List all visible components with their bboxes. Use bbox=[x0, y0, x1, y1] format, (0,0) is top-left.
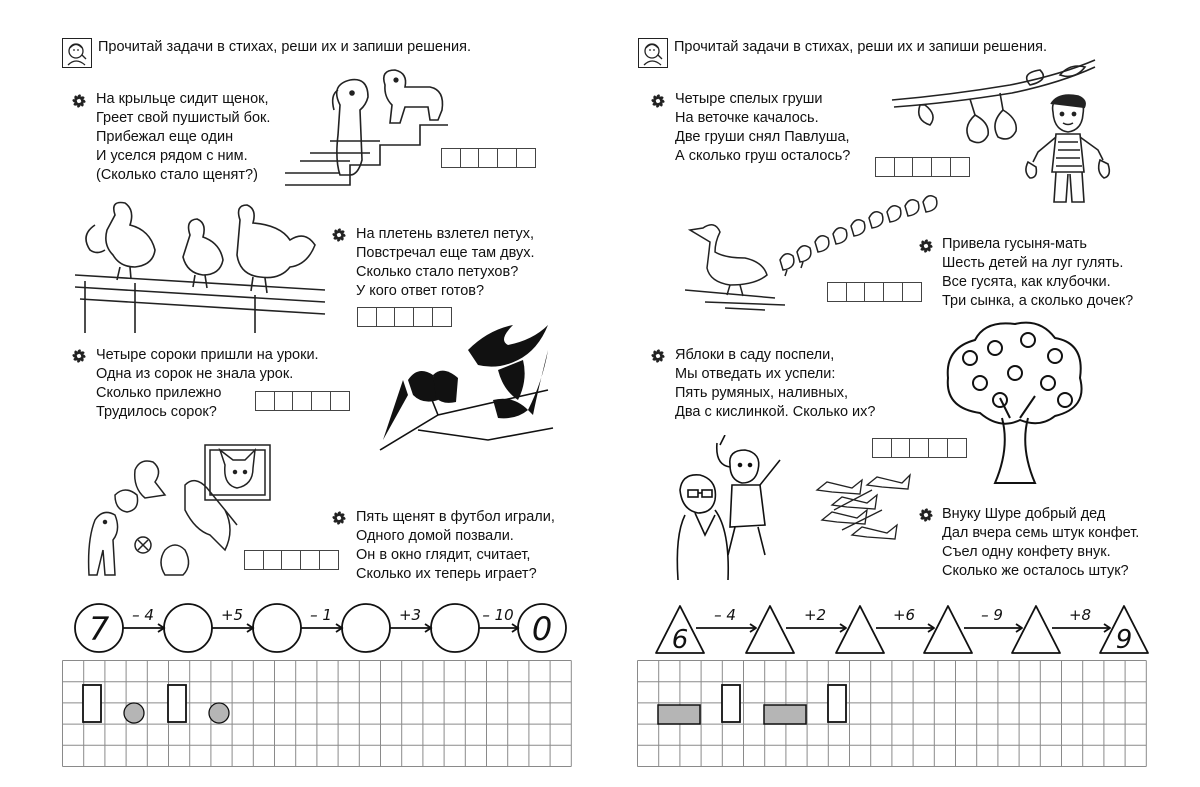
poem-line: Одна из сорок не знала урок. bbox=[96, 366, 294, 382]
poem-line: Привела гусыня-мать bbox=[942, 236, 1087, 252]
poem-line: Повстречал еще там двух. bbox=[356, 245, 535, 261]
poem-line: Сколько же осталось штук? bbox=[942, 563, 1129, 579]
poem-line: Он в окно глядит, считает, bbox=[356, 547, 531, 563]
poem-football bbox=[356, 508, 555, 584]
poem-line: Прибежал еще один bbox=[96, 129, 234, 145]
answer-box[interactable] bbox=[244, 550, 338, 570]
answer-box[interactable] bbox=[255, 391, 349, 411]
chain-operation: +6 bbox=[892, 606, 916, 624]
poem-line: Два с кислинкой. Сколько их? bbox=[675, 404, 876, 420]
copybook-grid[interactable] bbox=[62, 660, 582, 773]
poem-line: Сколько прилежно bbox=[96, 385, 222, 401]
candies-picture bbox=[812, 470, 912, 550]
poem-candies bbox=[942, 505, 1139, 581]
poem-line: (Сколько стало щенят?) bbox=[96, 167, 258, 183]
gray-rectangle-shape bbox=[658, 705, 700, 724]
poem-line: Сколько их теперь играет? bbox=[356, 566, 537, 582]
flower-bullet-icon bbox=[650, 348, 666, 364]
poem-line: Греет свой пушистый бок. bbox=[96, 110, 271, 126]
poem-line: Дал вчера семь штук конфет. bbox=[942, 525, 1140, 541]
answer-box[interactable] bbox=[827, 282, 921, 302]
poem-apples bbox=[675, 346, 875, 422]
grandfather-with-grandson-picture bbox=[670, 435, 800, 585]
poem-line: У кого ответ готов? bbox=[356, 283, 485, 299]
chain-operation: +5 bbox=[220, 606, 244, 624]
thinking-child-icon bbox=[62, 38, 92, 68]
puppies-on-stairs-picture bbox=[280, 65, 450, 190]
poem-line: Шесть детей на луг гулять. bbox=[942, 255, 1124, 271]
poem-line: На плетень взлетел петух, bbox=[356, 226, 534, 242]
poem-line: Три сынка, а сколько дочек? bbox=[942, 293, 1134, 309]
poem-line: Одного домой позвали. bbox=[356, 528, 514, 544]
instruction-text: Прочитай задачи в стихах, реши их и запиши решения. bbox=[98, 39, 471, 55]
chain-operation: +3 bbox=[398, 606, 422, 624]
poem-line: Сколько стало петухов? bbox=[356, 264, 519, 280]
poem-line: Четыре спелых груши bbox=[675, 91, 823, 107]
poem-line: А сколько груш осталось? bbox=[675, 148, 851, 164]
chain-start-value: 6 bbox=[671, 625, 689, 655]
magpies-on-branch-picture bbox=[378, 320, 558, 455]
poem-line: Съел одну конфету внук. bbox=[942, 544, 1111, 560]
flower-bullet-icon bbox=[918, 238, 934, 254]
poem-line: Трудилось сорок? bbox=[96, 404, 217, 420]
chain-operation: +8 bbox=[1068, 606, 1092, 624]
flower-bullet-icon bbox=[71, 93, 87, 109]
flower-bullet-icon bbox=[331, 510, 347, 526]
poem-line: Две груши снял Павлуша, bbox=[675, 129, 850, 145]
chain-start-value: 7 bbox=[88, 610, 110, 648]
flower-bullet-icon bbox=[71, 348, 87, 364]
chain-end-value: 0 bbox=[531, 610, 553, 648]
chain-operation: – 9 bbox=[981, 606, 1003, 624]
flower-bullet-icon bbox=[650, 93, 666, 109]
instruction-text: Прочитай задачи в стихах, реши их и запиши решения. bbox=[674, 39, 1047, 55]
thinking-child-icon bbox=[638, 38, 668, 68]
poem-puppies bbox=[96, 90, 270, 185]
flower-bullet-icon bbox=[918, 507, 934, 523]
chain-operation: – 1 bbox=[310, 606, 332, 624]
poem-line: Яблоки в саду поспели, bbox=[675, 347, 835, 363]
answer-box[interactable] bbox=[441, 148, 535, 168]
rectangle-outline-shape bbox=[828, 685, 846, 722]
roosters-on-fence-picture bbox=[75, 195, 330, 335]
answer-box[interactable] bbox=[875, 157, 969, 177]
poem-line: Пять румяных, наливных, bbox=[675, 385, 849, 401]
poem-roosters bbox=[356, 225, 535, 301]
poem-line: Мы отведать их успели: bbox=[675, 366, 836, 382]
chain-end-value: 9 bbox=[1115, 625, 1133, 655]
poem-line: На крыльце сидит щенок, bbox=[96, 91, 269, 107]
chain-operation: – 4 bbox=[132, 606, 154, 624]
gray-circle-shape bbox=[124, 703, 144, 723]
right-page bbox=[600, 0, 1200, 787]
gray-circle-shape bbox=[209, 703, 229, 723]
poem-line: Пять щенят в футбол играли, bbox=[356, 509, 555, 525]
number-chain-circles bbox=[0, 598, 600, 658]
poem-line: На веточке качалось. bbox=[675, 110, 819, 126]
rectangle-outline-shape bbox=[168, 685, 186, 722]
poem-line: Четыре сороки пришли на уроки. bbox=[96, 347, 319, 363]
copybook-grid[interactable] bbox=[637, 660, 1157, 773]
number-chain-triangles bbox=[600, 598, 1200, 658]
poem-pears bbox=[675, 90, 850, 166]
apple-tree-picture bbox=[940, 318, 1090, 488]
chain-operation: – 10 bbox=[482, 606, 514, 624]
chain-operation: – 4 bbox=[714, 606, 736, 624]
chain-operation: +2 bbox=[803, 606, 827, 624]
poem-goslings bbox=[942, 235, 1133, 311]
rectangle-outline-shape bbox=[83, 685, 101, 722]
poem-line: Внуку Шуре добрый дед bbox=[942, 506, 1106, 522]
poem-line: И уселся рядом с ним. bbox=[96, 148, 248, 164]
poem-line: Все гусята, как клубочки. bbox=[942, 274, 1111, 290]
rectangle-outline-shape bbox=[722, 685, 740, 722]
flower-bullet-icon bbox=[331, 227, 347, 243]
boy-with-pears-picture bbox=[1018, 92, 1118, 207]
gray-rectangle-shape bbox=[764, 705, 806, 724]
